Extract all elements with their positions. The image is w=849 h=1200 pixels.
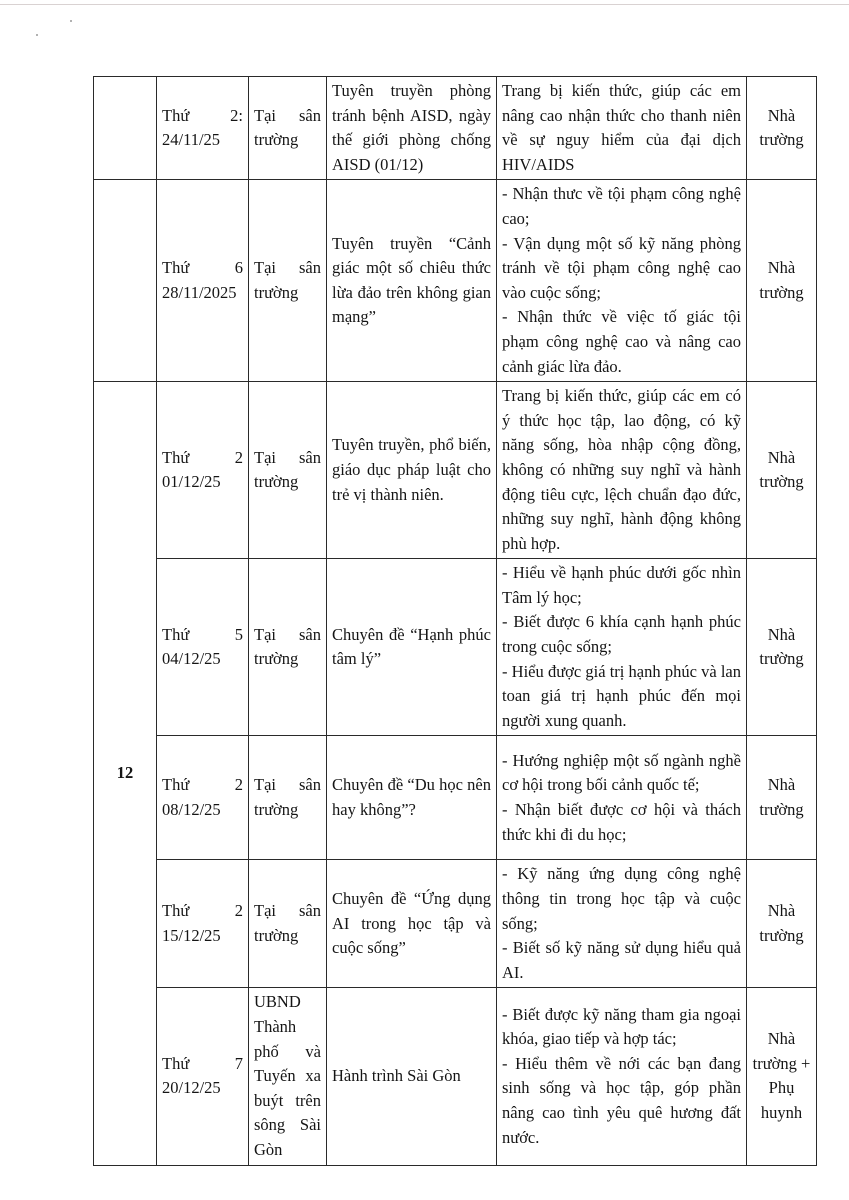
- owner-cell: Nhà trường: [747, 736, 817, 860]
- topic-cell: Tuyên truyền “Cảnh giác một số chiêu thức lừa đảo trên không gian mạng”: [327, 180, 497, 382]
- goal-line: Trang bị kiến thức, giúp các em có ý thức học tập, lao động, có kỹ năng sống, hòa nhập cộng đồng, không có những suy nghĩ và hành động tiêu cực, lệch chuẩn đạo đức, những suy nghĩ, hành động không phù hợp.: [502, 386, 741, 553]
- goal-cell: [497, 988, 747, 1165]
- topic-cell: Chuyên đề “Ứng dụng AI trong học tập và cuộc sống”: [327, 860, 497, 988]
- date-cell: Thứ 2 01/12/25: [157, 382, 249, 559]
- table-row: [94, 860, 817, 988]
- week-number-cell: 12: [94, 382, 157, 1165]
- date-cell: Thứ 2 15/12/25: [157, 860, 249, 988]
- place-cell: Tại sân trường: [249, 180, 327, 382]
- owner-cell: Nhà trường: [747, 180, 817, 382]
- goal-cell: [497, 382, 747, 559]
- goal-line: - Nhận thưc về tội phạm công nghệ cao;: [502, 184, 741, 228]
- owner-cell: Nhà trường: [747, 77, 817, 180]
- goal-line: - Biết được 6 khía cạnh hạnh phúc trong cuộc sống;: [502, 612, 741, 657]
- topic-cell: Tuyên truyền, phổ biến, giáo dục pháp luật cho trẻ vị thành niên.: [327, 382, 497, 559]
- goal-line: - Hướng nghiệp một số ngành nghề cơ hội trong bối cảnh quốc tế;: [502, 750, 741, 795]
- goal-line: - Biết được kỹ năng tham gia ngoại khóa, giao tiếp và hợp tác;: [502, 1004, 741, 1049]
- date-cell: Thứ 7 20/12/25: [157, 988, 249, 1165]
- table-row: [94, 559, 817, 736]
- date-cell: Thứ 2: 24/11/25: [157, 77, 249, 180]
- table-row: [94, 988, 817, 1165]
- topic-cell: Chuyên đề “Hạnh phúc tâm lý”: [327, 559, 497, 736]
- goal-line: Trang bị kiến thức, giúp các em nâng cao nhận thức cho thanh niên về sự nguy hiểm của đại dịch HIV/AIDS: [502, 81, 741, 174]
- place-cell: Tại sân trường: [249, 860, 327, 988]
- date-cell: Thứ 6 28/11/2025: [157, 180, 249, 382]
- place-cell: Tại sân trường: [249, 77, 327, 180]
- table-row: [94, 180, 817, 382]
- goal-cell: [497, 559, 747, 736]
- topic-cell: Chuyên đề “Du học nên hay không”?: [327, 736, 497, 860]
- topic-cell: Tuyên truyền phòng tránh bệnh AISD, ngày thế giới phòng chống AISD (01/12): [327, 77, 497, 180]
- owner-cell: Nhà trường: [747, 382, 817, 559]
- table-row: [94, 77, 817, 180]
- owner-cell: Nhà trường: [747, 559, 817, 736]
- goal-cell: [497, 180, 747, 382]
- table-row: [94, 382, 817, 559]
- scan-speck: [70, 20, 72, 22]
- topic-cell: Hành trình Sài Gòn: [327, 988, 497, 1165]
- week-cell-empty: [94, 180, 157, 382]
- week-cell-empty: [94, 77, 157, 180]
- goal-line: - Hiểu được giá trị hạnh phúc và lan toan giá trị hạnh phúc đến mọi người xung quanh.: [502, 661, 741, 730]
- goal-line: - Vận dụng một số kỹ năng phòng tránh về tội phạm công nghệ cao vào cuộc sống;: [502, 233, 741, 302]
- goal-line: - Hiểu thêm về nới các bạn đang sinh sống và học tập, góp phần nâng cao tình yêu quê hương đất nước.: [502, 1053, 741, 1147]
- goal-cell: [497, 860, 747, 988]
- goal-line: - Nhận biết được cơ hội và thách thức khi đi du học;: [502, 799, 741, 844]
- goal-line: - Kỹ năng ứng dụng công nghệ thông tin trong học tập và cuộc sống;: [502, 864, 741, 933]
- goal-line: - Hiểu về hạnh phúc dưới gốc nhìn Tâm lý học;: [502, 563, 741, 607]
- page-top-rule: [0, 4, 849, 5]
- goal-line: - Biết số kỹ năng sử dụng hiểu quả AI.: [502, 938, 741, 982]
- date-cell: Thứ 2 08/12/25: [157, 736, 249, 860]
- goal-cell: [497, 736, 747, 860]
- activity-plan-table: [93, 76, 817, 1166]
- place-cell: UBND Thành phố và Tuyến xa buýt trên sông Sài Gòn: [249, 988, 327, 1165]
- goal-cell: [497, 77, 747, 180]
- owner-cell: Nhà trường + Phụ huynh: [747, 988, 817, 1165]
- goal-line: - Nhận thức về việc tố giác tội phạm công nghệ cao và nâng cao cảnh giác lừa đảo.: [502, 307, 741, 376]
- place-cell: Tại sân trường: [249, 382, 327, 559]
- place-cell: Tại sân trường: [249, 736, 327, 860]
- date-cell: Thứ 5 04/12/25: [157, 559, 249, 736]
- place-cell: Tại sân trường: [249, 559, 327, 736]
- scan-speck: [36, 34, 38, 36]
- owner-cell: Nhà trường: [747, 860, 817, 988]
- table-row: [94, 736, 817, 860]
